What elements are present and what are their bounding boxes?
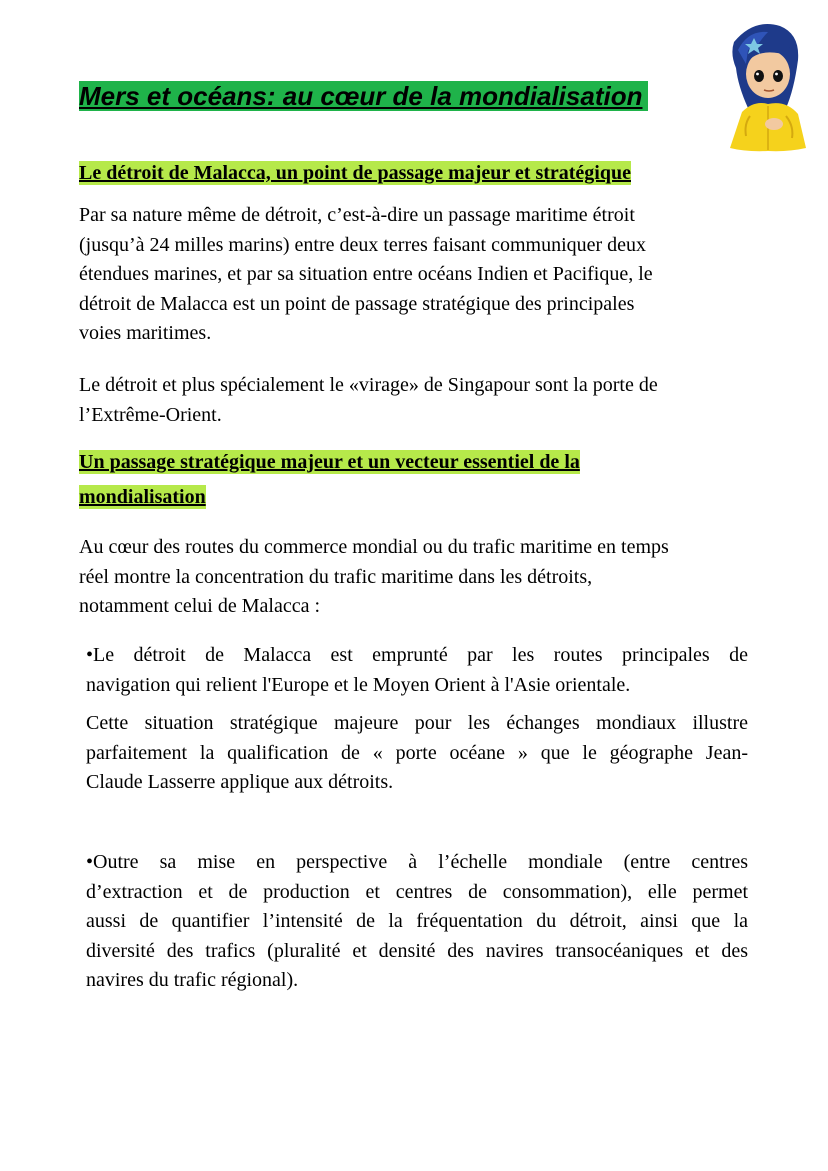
text-line: réel montre la concentration du trafic maritime dans les détroits, [79,565,593,588]
text-line: navires du trafic régional). [86,969,299,991]
section-heading-line: mondialisation [79,486,206,508]
text-line: •Le détroit de Malacca est emprunté par les routes principales de [86,644,748,666]
text-line: •Outre sa mise en perspective à l’échelle mondiale (entre centres [86,851,748,873]
text-line: navigation qui relient l'Europe et le Moyen Orient à l'Asie orientale. [86,673,631,696]
bullet-routes [86,641,748,700]
section-heading-globalization [79,445,580,515]
text-line: diversité des trafics (pluralité et densité des navires transocéaniques et des [86,939,748,962]
text-line: parfaitement la qualification de « porte océane » que le géographe Jean- [86,741,748,764]
section-heading-malacca [79,160,631,186]
text-line: Claude Lasserre applique aux détroits. [86,771,394,793]
text-line: voies maritimes. [79,322,212,344]
paragraph-definition [79,201,759,349]
text-line: l’Extrême-Orient. [79,403,222,426]
text-line: (jusqu’à 24 milles marins) entre deux terres faisant communiquer deux [79,233,647,256]
text-line: aussi de quantifier l’intensité de la fréquentation du détroit, ainsi que la [86,910,748,932]
text-line: Cette situation stratégique majeure pour les échanges mondiaux illustre [86,712,748,734]
text-line: Le détroit et plus spécialement le «virage» de Singapour sont la porte de [79,374,658,396]
text-line: d’extraction et de production et centres de consommation), elle permet [86,880,748,903]
mascot-illustration-icon [728,20,808,152]
text-line: étendues marines, et par sa situation entre océans Indien et Pacifique, le [79,263,653,285]
text-line: Par sa nature même de détroit, c’est-à-dire un passage maritime étroit [79,204,635,226]
paragraph-intro [79,533,759,622]
paragraph-porte-oceane [86,709,748,798]
document-title: Mers et océans: au cœur de la mondialisation [79,81,648,111]
section-heading-line: Un passage stratégique majeur et un vecteur essentiel de la [79,451,580,473]
text-line: détroit de Malacca est un point de passage stratégique des principales [79,292,635,315]
text-line: notamment celui de Malacca : [79,595,321,617]
text-line: Au cœur des routes du commerce mondial ou du trafic maritime en temps [79,536,669,558]
section-heading-malacca-text: Le détroit de Malacca, un point de passage majeur et stratégique [79,162,631,184]
paragraph-singapore [79,371,759,430]
bullet-perspective [86,848,748,996]
